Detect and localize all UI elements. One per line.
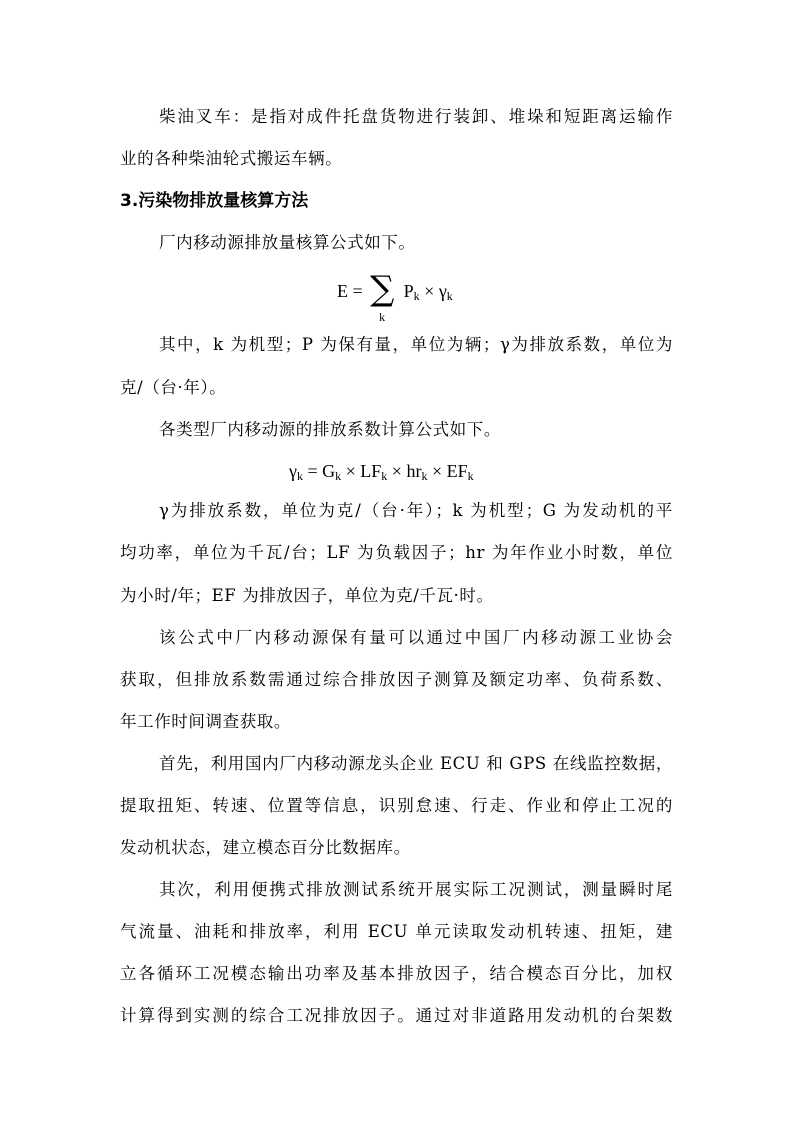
formula-operator: ×	[424, 281, 435, 302]
summation-sign: ∑	[370, 269, 395, 309]
paragraph-line: 获取，但排放系数需通过综合排放因子测算及额定功率、负荷系数、	[120, 670, 673, 689]
paragraph-line: 气流量、油耗和排放率，利用 ECU 单元读取发动机转速、扭矩，建	[120, 922, 673, 941]
paragraph-line: γ为排放系数，单位为克/（台·年）；k 为机型；G 为发动机的平	[159, 501, 673, 520]
formula-symbol: E	[337, 281, 348, 302]
paragraph-line: 其次，利用便携式排放测试系统开展实际工况测试，测量瞬时尾	[159, 880, 673, 899]
summation-index: k	[379, 310, 386, 324]
formula-total-emission	[337, 269, 453, 324]
formula-subscript: k	[467, 469, 474, 483]
paragraph-line: 年工作时间调查获取。	[120, 712, 291, 731]
paragraph-line: 柴油叉车：是指对成件托盘货物进行装卸、堆垛和短距离运输作	[159, 107, 673, 126]
formula-emission-coefficient	[289, 460, 474, 487]
formula-subscript: k	[421, 469, 428, 483]
formula-operator: ×	[345, 461, 356, 481]
formula-subscript: k	[335, 469, 342, 483]
section-heading: 3.污染物排放量核算方法	[120, 191, 309, 211]
formula-symbol: G	[322, 461, 336, 481]
paragraph-line: 业的各种柴油轮式搬运车辆。	[120, 149, 343, 168]
paragraph-line: 其中，k 为机型；P 为保有量，单位为辆；γ为排放系数，单位为	[159, 335, 673, 354]
paragraph-line: 计算得到实测的综合工况排放因子。通过对非道路用发动机的台架数	[120, 1006, 673, 1025]
formula-subscript: k	[381, 469, 388, 483]
paragraph-line: 各类型厂内移动源的排放系数计算公式如下。	[159, 420, 501, 439]
formula-operator: ×	[431, 461, 443, 481]
formula-symbol: γ	[438, 281, 447, 302]
paragraph-line: 克/（台·年）。	[120, 378, 227, 397]
paragraph-line: 均功率，单位为千瓦/台；LF 为负载因子；hr 为年作业小时数，单位	[120, 543, 673, 562]
formula-operator: =	[352, 281, 363, 302]
paragraph-line: 厂内移动源排放量核算公式如下。	[159, 233, 416, 252]
paragraph-line: 发动机状态，建立模态百分比数据库。	[120, 838, 411, 857]
formula-operator: ×	[391, 461, 402, 481]
paragraph-line: 首先，利用国内厂内移动源龙头企业 ECU 和 GPS 在线监控数据，	[159, 754, 673, 773]
formula-subscript: k	[296, 469, 303, 483]
formula-symbol: hr	[406, 461, 422, 481]
formula-symbol: EF	[446, 461, 468, 481]
formula-symbol: LF	[360, 461, 382, 481]
paragraph-line: 为小时/年；EF 为排放因子，单位为克/千瓦·时。	[120, 586, 494, 605]
formula-subscript: k	[446, 289, 453, 304]
formula-symbol: P	[403, 281, 414, 302]
paragraph-line: 立各循环工况模态输出功率及基本排放因子，结合模态百分比，加权	[120, 964, 673, 983]
paragraph-line: 该公式中厂内移动源保有量可以通过中国厂内移动源工业协会	[159, 628, 673, 647]
formula-subscript: k	[413, 289, 420, 304]
summation	[370, 269, 396, 324]
paragraph-line: 提取扭矩、转速、位置等信息，识别怠速、行走、作业和停止工况的	[120, 796, 673, 815]
formula-symbol: γ	[289, 461, 297, 481]
formula-operator: =	[307, 461, 318, 481]
